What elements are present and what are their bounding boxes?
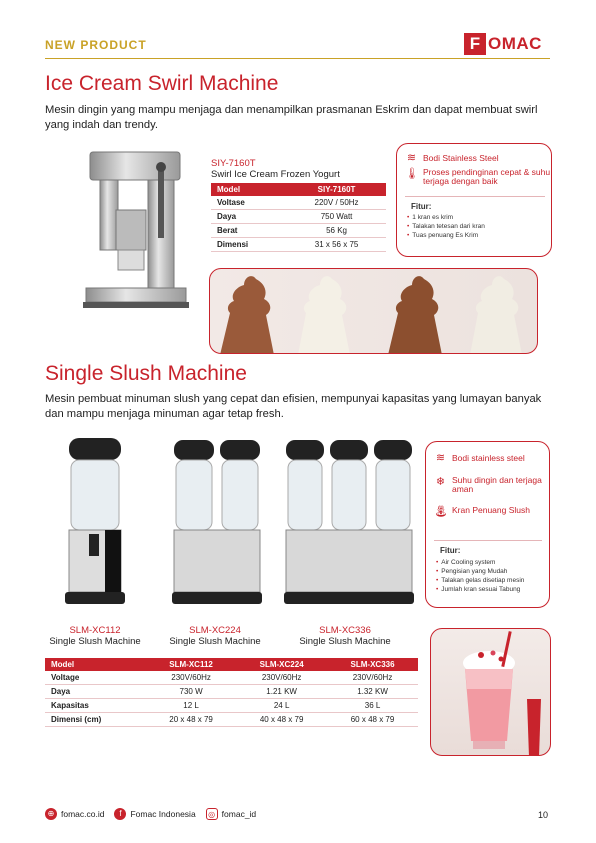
table-cell: 220V / 50Hz [287, 196, 386, 210]
list-item: • Talakan gelas disetiap mesin [436, 576, 524, 585]
list-item: • Pengisian yang Mudah [436, 567, 524, 576]
table-cell: 730 W [146, 685, 236, 699]
table-row [211, 224, 386, 238]
ice-cream-photo [209, 268, 538, 354]
table-cell: 56 Kg [287, 224, 386, 238]
feature-text: Bodi Stainless Steel [423, 153, 499, 163]
table-cell: 12 L [146, 699, 236, 713]
facebook-icon: f [114, 808, 126, 820]
table-cell: 230V/60Hz [236, 671, 327, 685]
table-cell: 60 x 48 x 79 [327, 713, 418, 727]
fitur-title: Fitur: [411, 202, 432, 211]
swirl-description: Mesin dingin yang mampu menjaga dan menampilkan prasmanan Eskrim dan dapat membuat swirl yang indah dan trendy. [45, 104, 538, 131]
footer-website[interactable] [45, 808, 104, 820]
faucet-icon: ⛲︎ [434, 506, 448, 518]
table-row [45, 685, 418, 699]
table-row [211, 238, 386, 252]
table-cell: Voltase [211, 196, 287, 210]
table-cell: 40 x 48 x 79 [236, 713, 327, 727]
logo-mark: F [464, 33, 486, 55]
footer-facebook[interactable] [114, 808, 195, 820]
list-item: • Air Cooling system [436, 558, 524, 567]
model-code: SLM-XC336 [319, 625, 371, 636]
layers-icon: ≋ [435, 452, 446, 464]
table-cell: Daya [211, 210, 287, 224]
table-header-cell: SLM-XC112 [146, 658, 236, 671]
list-item: • Tuas penuang Es Krim [407, 231, 485, 240]
table-cell: Dimensi (cm) [45, 713, 146, 727]
fitur-title: Fitur: [440, 546, 461, 555]
facebook-text: Fomac Indonesia [130, 809, 196, 819]
slush-model-1 [40, 625, 150, 647]
feature-text: Proses pendinginan cepat & suhu terjaga dengan baik [423, 167, 551, 186]
swirl-model-name: Swirl Ice Cream Frozen Yogurt [211, 169, 340, 180]
swirl-spec-table [211, 183, 386, 252]
table-row [45, 713, 418, 727]
table-cell: Voltage [45, 671, 146, 685]
slush-feature-card [425, 441, 550, 608]
table-cell: Kapasitas [45, 699, 146, 713]
table-cell: 230V/60Hz [327, 671, 418, 685]
feature-text: Kran Penuang Slush [452, 505, 530, 515]
slush-machine-3-image [284, 440, 414, 608]
slush-spec-table [45, 658, 418, 727]
table-cell: 31 x 56 x 75 [287, 238, 386, 252]
table-cell: Dimensi [211, 238, 287, 252]
table-cell: 1.21 KW [236, 685, 327, 699]
feature-item [434, 506, 542, 519]
table-cell: 20 x 48 x 79 [146, 713, 236, 727]
fomac-logo [464, 33, 550, 55]
table-header-row [45, 658, 418, 671]
new-product-label: NEW PRODUCT [45, 38, 147, 52]
footer-social [45, 808, 256, 820]
slush-description: Mesin pembuat minuman slush yang cepat dan efisien, mempunyai kapasitas yang lumayan banyak dan mampu menjaga minuman agar tetap fresh. [45, 393, 542, 420]
swirl-machine-image [78, 150, 198, 315]
model-name: Single Slush Machine [299, 636, 391, 647]
snowflake-icon: ❄ [435, 476, 446, 488]
feature-item [405, 152, 499, 165]
table-header-cell: SLM-XC336 [327, 658, 418, 671]
slush-model-2 [160, 625, 270, 647]
ice-cream-cones-image [210, 269, 538, 354]
layers-icon: ≋ [406, 152, 417, 164]
table-cell: 36 L [327, 699, 418, 713]
model-code: SLM-XC112 [69, 625, 121, 636]
model-name: Single Slush Machine [169, 636, 261, 647]
swirl-model-code: SIY-7160T [211, 158, 256, 169]
table-header-cell: Model [211, 183, 287, 196]
instagram-text: fomac_id [221, 809, 257, 819]
table-cell: 230V/60Hz [146, 671, 236, 685]
swirl-title: Ice Cream Swirl Machine [45, 72, 279, 95]
table-cell: 1.32 KW [327, 685, 418, 699]
model-name: Single Slush Machine [49, 636, 141, 647]
swirl-feature-card [396, 143, 552, 257]
feature-text: Suhu dingin dan terjaga aman [452, 475, 542, 494]
table-cell: Daya [45, 685, 146, 699]
model-code: SLM-XC224 [189, 625, 241, 636]
feature-text: Bodi stainless steel [452, 453, 525, 463]
header-divider [45, 58, 550, 59]
table-cell: 750 Watt [287, 210, 386, 224]
table-header-cell: SIY-7160T [287, 183, 386, 196]
feature-item [405, 168, 551, 186]
table-row [211, 210, 386, 224]
drink-image [431, 629, 551, 756]
thermometer-icon: 🌡︎ [405, 168, 419, 180]
table-cell: 24 L [236, 699, 327, 713]
table-row [45, 699, 418, 713]
list-item: • Jumlah kran sesuai Tabung [436, 585, 524, 594]
logo-text: OMAC [488, 34, 542, 53]
feature-item [434, 476, 542, 494]
website-text: fomac.co.id [61, 809, 105, 819]
feature-item [434, 452, 548, 465]
table-row [211, 196, 386, 210]
slush-title: Single Slush Machine [45, 362, 247, 385]
table-row [45, 671, 418, 685]
instagram-icon: ◎ [206, 808, 218, 820]
footer-instagram[interactable] [206, 808, 257, 820]
slush-machine-1-image [55, 438, 135, 610]
card-divider [405, 196, 545, 197]
list-item: • 1 kran es krim [407, 213, 485, 222]
fitur-list [436, 558, 524, 594]
globe-icon: ⊕ [45, 808, 57, 820]
slush-drink-photo [430, 628, 551, 756]
page-number: 10 [538, 810, 549, 820]
table-header-cell: SLM-XC224 [236, 658, 327, 671]
fitur-list [407, 213, 485, 240]
slush-model-3 [290, 625, 400, 647]
card-divider [434, 540, 542, 541]
table-cell: Berat [211, 224, 287, 238]
slush-machine-2-image [172, 440, 262, 608]
table-header-row [211, 183, 386, 196]
list-item: • Talakan tetesan dari kran [407, 222, 485, 231]
table-header-cell: Model [45, 658, 146, 671]
